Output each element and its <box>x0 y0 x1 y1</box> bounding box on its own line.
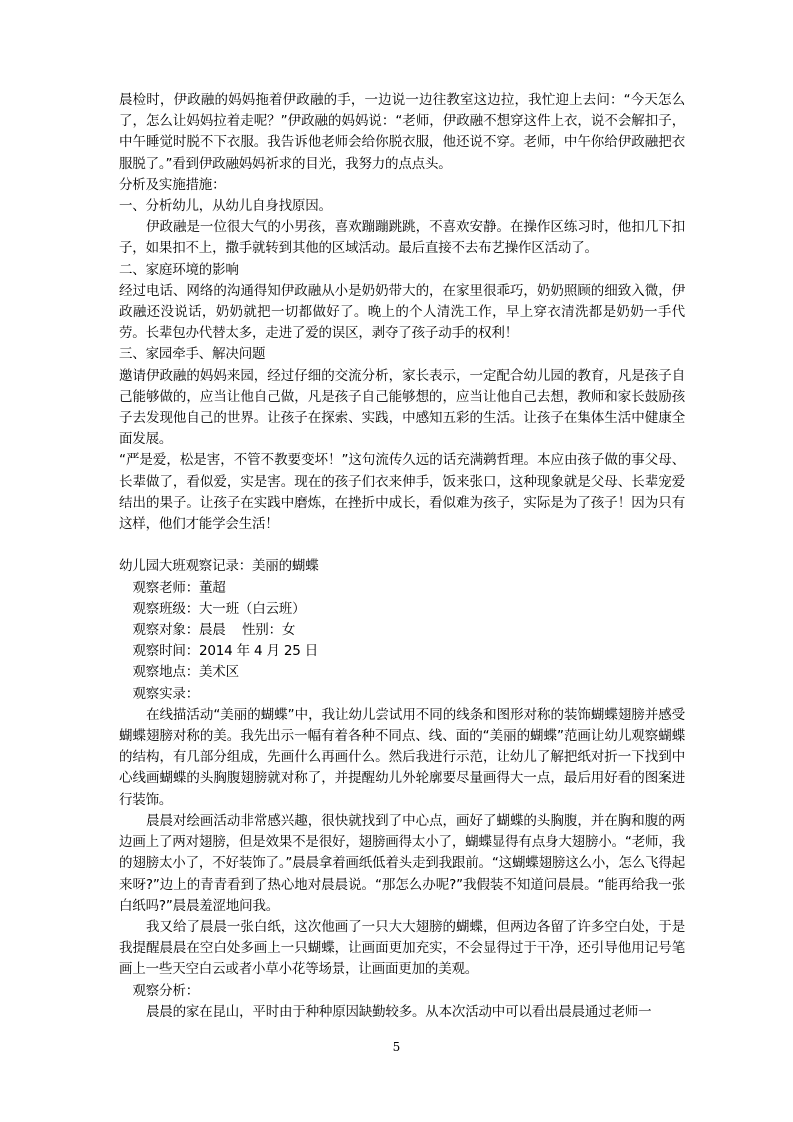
record-paragraph-2: 晨晨对绘画活动非常感兴趣，很快就找到了中心点，画好了蝴蝶的头胸腹，并在胸和腹的两边画上了两对翅膀，但是效果不是很好，翅膀画得太小了，蝴蝶显得有点身大翅膀小。“老师，我的翅膀太小了，不好装饰了。”晨晨拿着画纸低着头走到我跟前。“这蝴蝶翅膀这么小，怎么飞得起来呀?”边上的青青看到了热心地对晨晨说。“那怎么办呢?”我假装不知道问晨晨。“能再给我一张白纸吗?”晨晨羞涩地问我。 <box>119 812 685 914</box>
record-title: 幼儿园大班观察记录：美丽的蝴蝶 <box>119 558 319 575</box>
page-number: 5 <box>392 1040 401 1054</box>
paragraph-home-school: 邀请伊政融的妈妈来园，经过仔细的交流分析，家长表示，一定配合幼儿园的教育，凡是孩子自己能够做的，应当让他自己做，凡是孩子自己能够想的，应当让他自己去想，教师和家长鼓励孩子去发现他自己的世界。让孩子在探索、实践，中感知五彩的生活。让孩子在集体生活中健康全面发展。 <box>119 367 685 448</box>
document-body <box>119 90 685 1023</box>
section-gap <box>119 535 685 556</box>
observation-place: 观察地点：美术区 <box>132 664 239 681</box>
observer-teacher: 观察老师：董超 <box>132 579 226 596</box>
record-paragraph-1: 在线描活动“美丽的蝴蝶”中，我让幼儿尝试用不同的线条和图形对称的装饰蝴蝶翅膀并感受蝴蝶翅膀对称的美。我先出示一幅有着各种不同点、线、面的“美丽的蝴蝶”范画让幼儿观察蝴蝶的结构，有几部分组成，先画什么再画什么。然后我进行示范，让幼儿了解把纸对折一下找到中心线画蝴蝶的头胸腹翅膀就对称了，并提醒幼儿外轮廓要尽量画得大一点，最后用好看的图案进行装饰。 <box>119 706 685 808</box>
analysis-heading: 分析及实施措施： <box>119 176 226 193</box>
paragraph-family-environment: 经过电话、网络的沟通得知伊政融从小是奶奶带大的，在家里很乖巧，奶奶照顾的细致入微，伊政融还没说话，奶奶就把一切都做好了。晚上的个人清洗工作，早上穿衣清洗都是奶奶一手代劳。长辈包办代替太多，走进了爱的误区，剥夺了孩子动手的权利！ <box>119 282 685 342</box>
section-heading-2: 二、家庭环境的影响 <box>119 261 239 278</box>
record-heading: 观察实录： <box>132 685 199 702</box>
intro-paragraph: 晨检时，伊政融的妈妈拖着伊政融的手，一边说一边往教室这边拉，我忙迎上去问：“今天怎么了，怎么让妈妈拉着走呢？”伊政融的妈妈说：“老师，伊政融不想穿这件上衣，说不会解扣子，中午睡觉时脱不下衣服。我告诉他老师会给你脱衣服，他还说不穿。老师，中午你给伊政融把衣服脱了。”看到伊政融妈妈祈求的目光，我努力的点点头。 <box>119 92 685 172</box>
observation-time: 观察时间：2014 年 4 月 25 日 <box>132 643 319 660</box>
observed-subject: 观察对象：晨晨 性别：女 <box>132 622 296 639</box>
analysis-heading-2: 观察分析： <box>132 982 199 999</box>
paragraph-conclusion: “严是爱，松是害，不管不教要变坏！”这句流传久远的话充满鹈哲理。本应由孩子做的事父母、长辈做了，看似爱，实是害。现在的孩子们衣来伸手，饭来张口，这种现象就是父母、长辈宠爱结出的果子。让孩子在实践中磨炼，在挫折中成长，看似难为孩子，实际是为了孩子！因为只有这样，他们才能学会生活！ <box>119 452 685 533</box>
observed-class: 观察班级：大一班（白云班） <box>132 600 306 617</box>
section-heading-3: 三、家园牵手、解决问题 <box>119 346 266 363</box>
section-heading-1: 一、分析幼儿，从幼儿自身找原因。 <box>119 198 332 215</box>
analysis-paragraph: 晨晨的家在昆山，平时由于种种原因缺勤较多。从本次活动中可以看出晨晨通过老师一 <box>146 1003 652 1020</box>
paragraph-child-analysis: 伊政融是一位很大气的小男孩，喜欢蹦蹦跳跳，不喜欢安静。在操作区练习时，他扣几下扣子，如果扣不上，撒手就转到其他的区域活动。最后直接不去布艺操作区活动了。 <box>119 219 685 257</box>
record-paragraph-3: 我又给了晨晨一张白纸，这次他画了一只大大翅膀的蝴蝶，但两边各留了许多空白处，于是我提醒晨晨在空白处多画上一只蝴蝶，让画面更加充实，不会显得过于干净，还引导他用记号笔画上一些天空白云或者小草小花等场景，让画面更加的美观。 <box>119 918 685 978</box>
